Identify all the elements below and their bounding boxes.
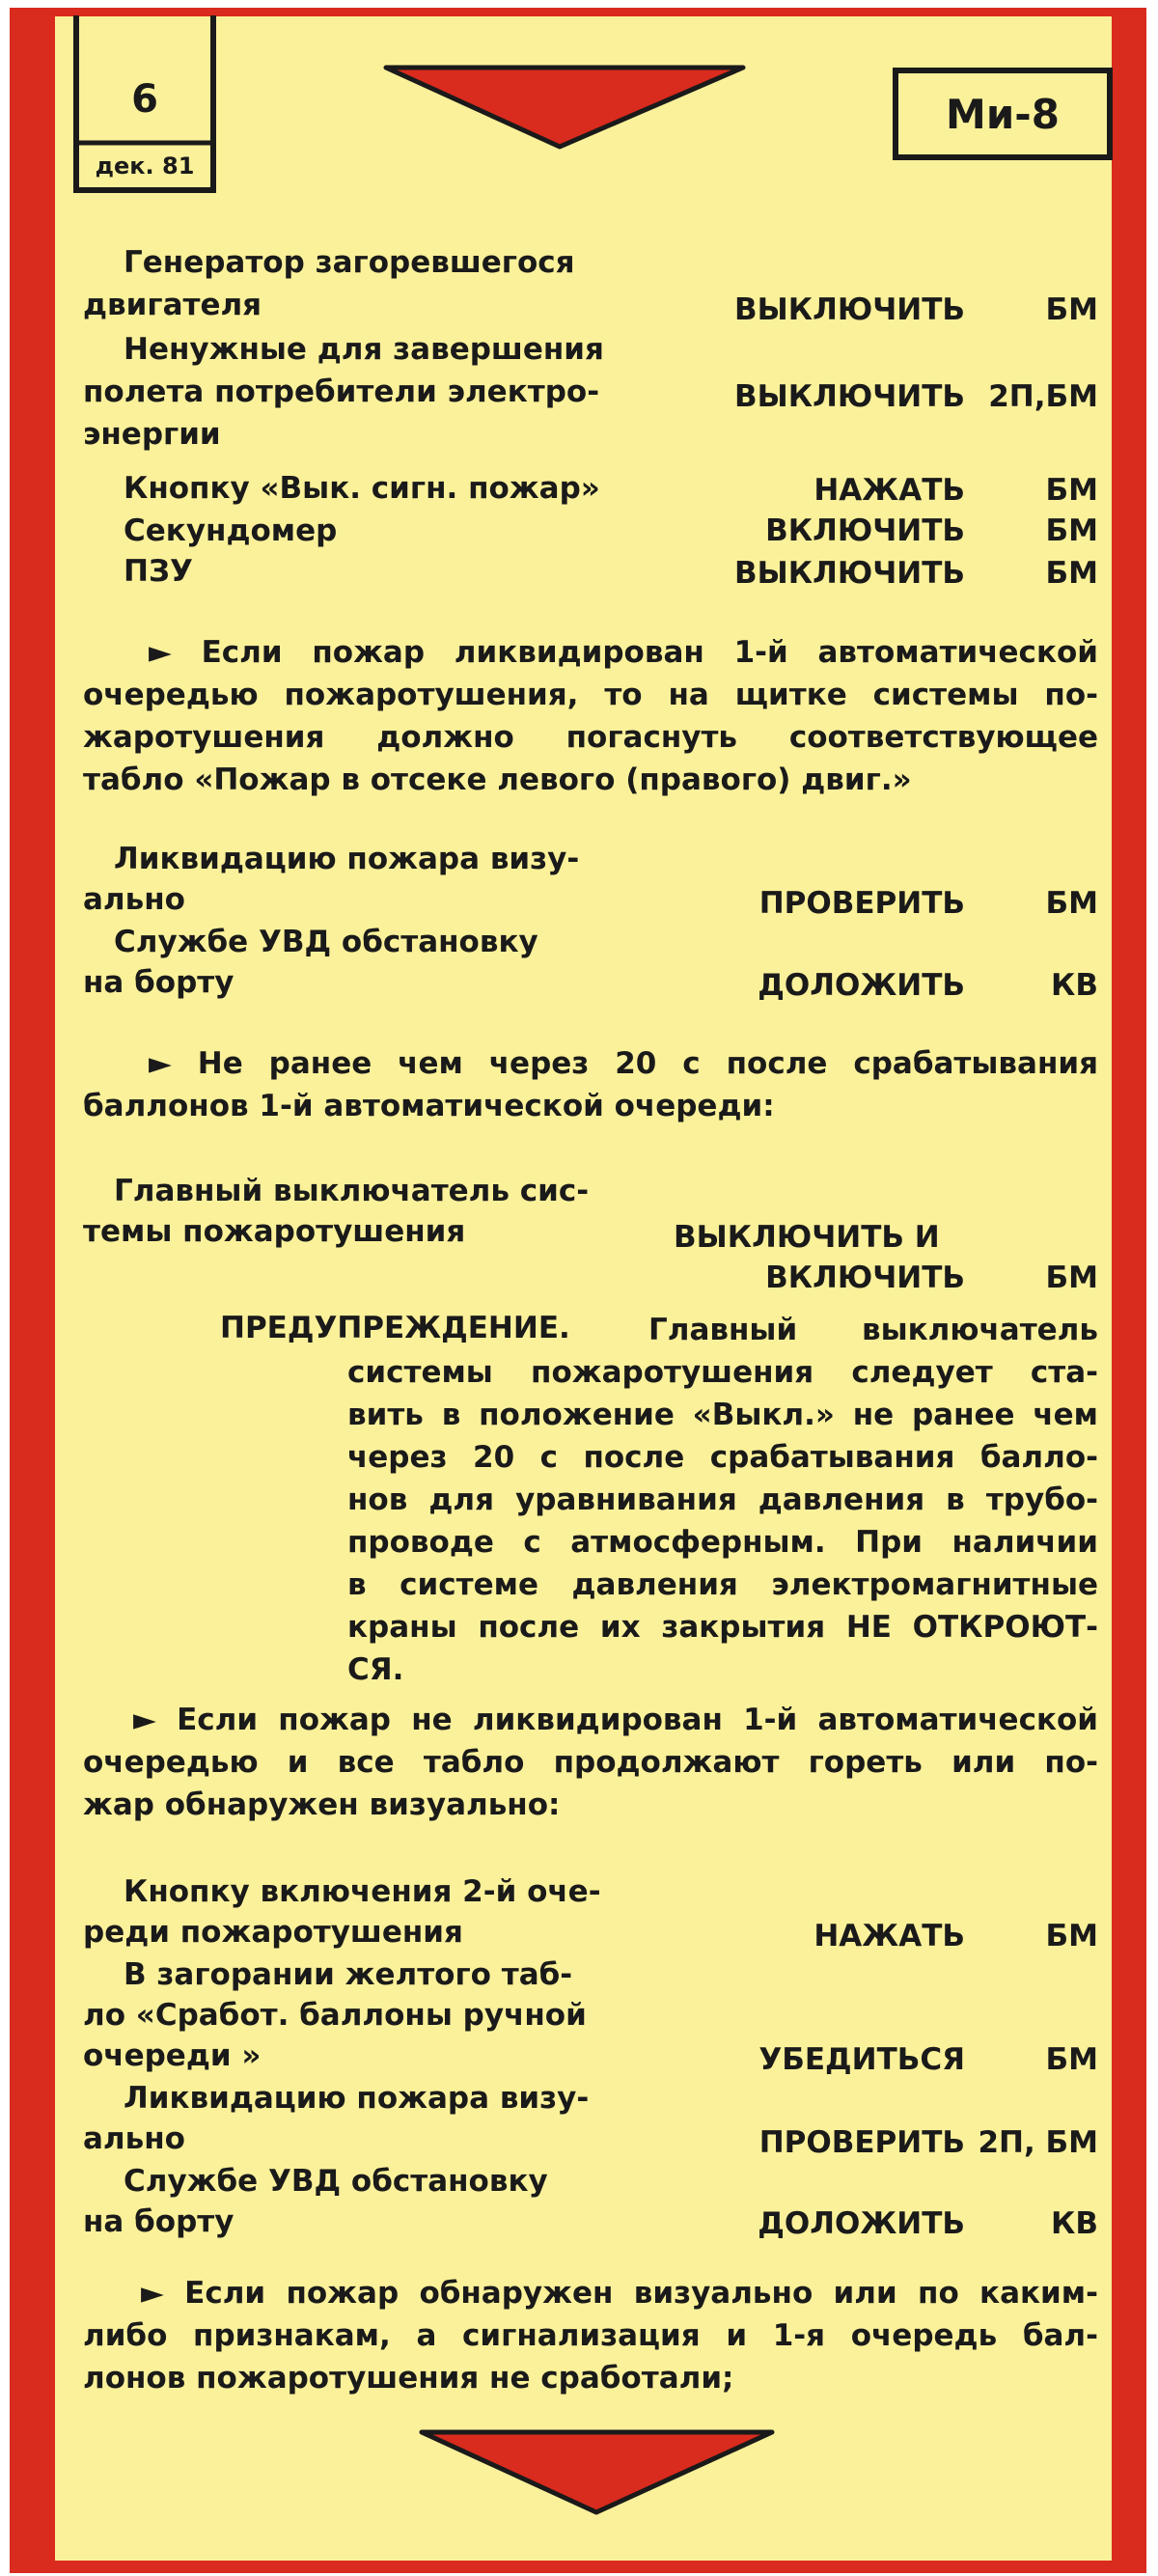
condition-paragraph	[83, 631, 1098, 801]
page-date: дек. 81	[95, 152, 195, 180]
step-4-action: ВКЛЮЧИТЬ	[765, 513, 965, 548]
step-1-item-line: двигателя	[83, 288, 262, 322]
warning-line: СЯ.	[347, 1652, 404, 1687]
step-6-action: ПРОВЕРИТЬ	[758, 886, 965, 921]
step-3-item: Кнопку «Вык. сигн. пожар»	[124, 471, 600, 506]
step-8-item-line: темы пожаротушения	[83, 1214, 466, 1249]
bottom-arrow-icon	[422, 2432, 772, 2512]
condition-line: баллонов 1-й автоматической очереди:	[83, 1089, 775, 1123]
step-5-item: ПЗУ	[124, 554, 193, 589]
step-10-item-line: ло «Сработ. баллоны ручной	[83, 1998, 587, 2033]
step-12-item-line: на борту	[83, 2204, 234, 2239]
condition-paragraph	[83, 1042, 1098, 1127]
step-11-action: ПРОВЕРИТЬ	[758, 2125, 965, 2160]
condition-line: жаротушения должно погаснуть соответствующее	[83, 720, 1098, 755]
step-10-item-line: очереди »	[83, 2038, 262, 2073]
step-10-crew: БМ	[1045, 2042, 1098, 2077]
condition-line: либо признакам, а сигнализация и 1-я очередь бал-	[83, 2318, 1098, 2353]
warning-line: системы пожаротушения следует ста-	[347, 1355, 1098, 1390]
step-1-crew: БМ	[1045, 292, 1098, 327]
condition-line: очередью и все табло продолжают гореть или по-	[83, 1745, 1098, 1780]
step-11-item-line: Ликвидацию пожара визу-	[124, 2081, 590, 2116]
step-9-item-line: Кнопку включения 2-й оче-	[124, 1874, 601, 1909]
step-2-item-line: полета потребители электро-	[83, 374, 600, 409]
warning-first-line: Главный выключатель	[648, 1313, 1098, 1347]
page-number: 6	[131, 77, 158, 122]
step-11-crew: 2П, БМ	[978, 2125, 1098, 2160]
step-11-item-line: ально	[83, 2121, 185, 2156]
step-9-item-line: реди пожаротушения	[83, 1915, 463, 1950]
step-5-crew: БМ	[1045, 556, 1098, 591]
warning-line: в системе давления электромагнитные	[347, 1567, 1098, 1602]
warning-body	[347, 1351, 1098, 1691]
step-12-action: ДОЛОЖИТЬ	[758, 2206, 965, 2241]
top-arrow-icon	[386, 68, 743, 147]
step-2-crew: 2П,БМ	[988, 379, 1098, 414]
step-2-item-line: энергии	[83, 417, 221, 452]
step-12-item-line: Службе УВД обстановку	[124, 2164, 548, 2199]
condition-line: табло «Пожар в отсеке левого (правого) двиг.»	[83, 762, 912, 797]
condition-paragraph	[83, 1699, 1098, 1826]
warning-line: краны после их закрытия НЕ ОТКРОЮТ-	[347, 1610, 1098, 1645]
step-8-item-line: Главный выключатель сис-	[114, 1174, 590, 1208]
step-7-item-line: на борту	[83, 965, 234, 1000]
step-8-crew: БМ	[1045, 1260, 1098, 1295]
step-10-item-line: В загорании желтого таб-	[124, 1957, 573, 1992]
step-7-item-line: Службе УВД обстановку	[114, 925, 538, 959]
condition-line: ► Если пожар не ликвидирован 1-й автоматической	[133, 1703, 1098, 1737]
step-2-action: ВЫКЛЮЧИТЬ	[734, 379, 965, 414]
step-12-crew: КВ	[1051, 2206, 1098, 2241]
step-8-action-line: ВКЛЮЧИТЬ	[765, 1260, 965, 1295]
step-9-action: НАЖАТЬ	[813, 1919, 965, 1953]
condition-line: жар обнаружен визуально:	[83, 1787, 561, 1822]
condition-line: ► Если пожар ликвидирован 1-й автоматической	[149, 635, 1098, 670]
step-7-crew: КВ	[1051, 968, 1098, 1003]
condition-line: ► Не ранее чем через 20 с после срабатывания	[149, 1046, 1098, 1081]
warning-title: ПРЕДУПРЕЖДЕНИЕ.	[220, 1311, 570, 1345]
step-6-item-line: ально	[83, 882, 185, 917]
step-10-action: УБЕДИТЬСЯ	[758, 2042, 965, 2077]
step-4-item: Секундомер	[124, 513, 338, 548]
step-6-item-line: Ликвидацию пожара визу-	[114, 842, 580, 876]
condition-line: ► Если пожар обнаружен визуально или по каким-	[141, 2276, 1098, 2311]
step-3-action: НАЖАТЬ	[813, 473, 965, 508]
condition-line: очередью пожаротушения, то на щитке системы по-	[83, 678, 1098, 712]
aircraft-model-label: Ми-8	[893, 68, 1113, 160]
warning-line: нов для уравнивания давления в трубо-	[347, 1482, 1098, 1517]
condition-line: лонов пожаротушения не сработали;	[83, 2361, 734, 2396]
step-4-crew: БМ	[1045, 513, 1098, 548]
step-1-item-line: Генератор загоревшегося	[124, 245, 575, 280]
step-5-action: ВЫКЛЮЧИТЬ	[734, 556, 965, 591]
step-2-item-line: Ненужные для завершения	[124, 332, 604, 367]
step-8-action-line: ВЫКЛЮЧИТЬ И	[674, 1220, 940, 1255]
step-6-crew: БМ	[1045, 886, 1098, 921]
warning-line: проводе с атмосферным. При наличии	[347, 1525, 1098, 1560]
warning-line: через 20 с после срабатывания балло-	[347, 1440, 1098, 1475]
step-3-crew: БМ	[1045, 473, 1098, 508]
step-7-action: ДОЛОЖИТЬ	[758, 968, 965, 1003]
warning-line: вить в положение «Выкл.» не ранее чем	[347, 1398, 1098, 1432]
step-9-crew: БМ	[1045, 1919, 1098, 1953]
step-1-action: ВЫКЛЮЧИТЬ	[734, 292, 965, 327]
condition-paragraph	[83, 2272, 1098, 2399]
